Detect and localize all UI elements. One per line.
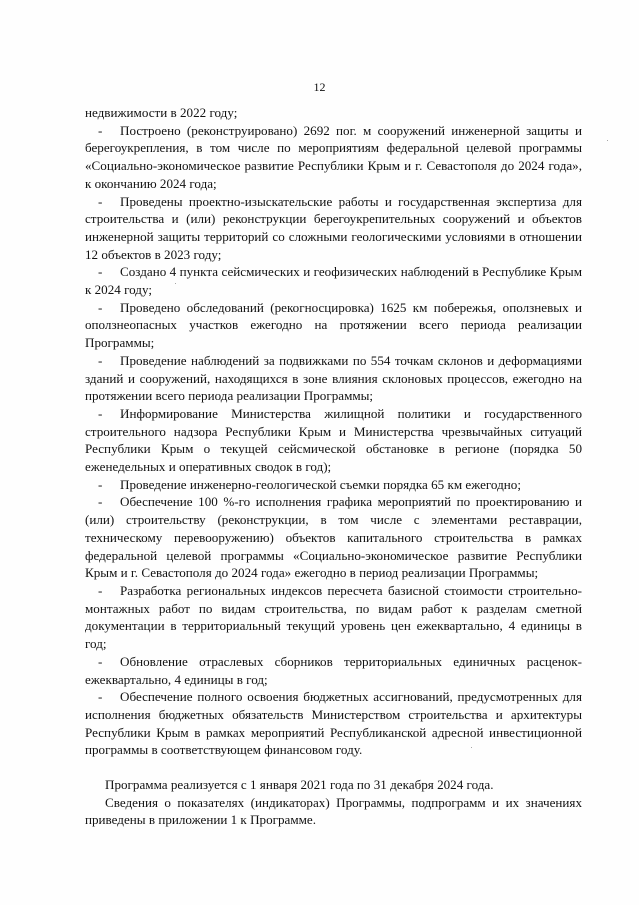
item-dash: - xyxy=(98,582,103,598)
item-text: недвижимости в 2022 году; xyxy=(85,105,238,120)
list-item xyxy=(85,582,582,653)
item-text: Построено (реконструировано) 2692 пог. м сооружений инженерной защиты и берегоукрепления, в том числе по мероприятиям федеральной целевой программы «Социально-экономическое развитие Республики Крым и г. Севастополя до 2024 года», к окончанию 2024 года; xyxy=(85,122,582,191)
item-dash: - xyxy=(98,476,103,492)
item-text: Проведено обследований (рекогносцировка) 1625 км побережья, оползневых и оползнеопасных участков ежегодно на протяжении всего периода реализации Программы; xyxy=(85,299,582,351)
list-item xyxy=(85,263,582,298)
item-text: Информирование Министерства жилищной политики и государственного строительного надзора Республики Крым и Министерства чрезвычайных ситуаций Республики Крым о текущей сейсмической обстановке в регионе (порядка 50 еженедельных и оперативных сводок в год); xyxy=(85,405,582,475)
summary-paragraph-period: Программа реализуется с 1 января 2021 года по 31 декабря 2024 года. xyxy=(105,777,494,793)
item-text: Проведены проектно-изыскательские работы и государственная экспертиза для строительства и (или) реконструкции берегоукрепительных сооружений и объектов инженерной защиты территорий со сложными геологическими условиями в отношении 12 объектов в 2023 году; xyxy=(85,193,582,262)
document-body xyxy=(85,104,582,829)
item-text: Обновление отраслевых сборников территориальных единичных расценок-ежеквартально, 4 единицы в год; xyxy=(85,653,582,687)
list-item xyxy=(85,299,582,352)
list-item xyxy=(85,476,582,494)
list-item xyxy=(85,405,582,476)
item-dash: - xyxy=(98,494,103,510)
item-dash: - xyxy=(98,653,103,669)
item-dash: - xyxy=(98,122,103,138)
list-item xyxy=(85,688,582,759)
item-text: Проведение наблюдений за подвижками по 554 точкам склонов и деформациями зданий и сооружений, находящихся в зоне влияния склоновых процессов, ежегодно на протяжении всего периода реализации Программы; xyxy=(85,352,582,404)
page-number: 12 xyxy=(313,80,326,94)
list-item xyxy=(85,104,582,122)
item-text: Обеспечение полного освоения бюджетных ассигнований, предусмотренных для исполнения бюджетных обязательств Министерством строительства и архитектуры Республики Крым в рамках мероприятий Республиканской адресной инвестиционной программы в соответствующем финансовом году. xyxy=(85,689,582,758)
item-dash: - xyxy=(98,689,103,705)
item-dash: - xyxy=(98,352,103,368)
item-text: Разработка региональных индексов пересчета базисной стоимости строительно-монтажных работ по видам строительства, по видам работ к разделам сметной документации в территориальный текущий уровень цен ежеквартально, 4 единицы в год; xyxy=(85,582,582,652)
list-item xyxy=(85,653,582,688)
item-dash: - xyxy=(98,405,103,421)
item-dash: - xyxy=(98,193,103,209)
list-item xyxy=(85,122,582,193)
scan-speck xyxy=(607,140,608,141)
scan-speck xyxy=(471,747,472,748)
list-item xyxy=(85,352,582,405)
scan-speck xyxy=(175,283,176,284)
list-item xyxy=(85,493,582,582)
item-dash: - xyxy=(98,299,103,315)
item-dash: - xyxy=(98,264,103,280)
item-text: Проведение инженерно-геологической съемки порядка 65 км ежегодно; xyxy=(120,476,521,492)
summary-paragraph-indicators: Сведения о показателях (индикаторах) Программы, подпрограмм и их значениях приведены в приложении 1 к Программе. xyxy=(85,794,582,828)
item-text: Обеспечение 100 %-го исполнения графика мероприятий по проектированию и (или) строительству (реконструкции, в том числе с элементами реставрации, техническому перевооружению) объектов капитального строительства в рамках федеральной целевой программы «Социально-экономическое развитие Республики Крым и г. Севастополя до 2024 года» ежегодно в период реализации Программы; xyxy=(85,494,582,581)
paragraph-gap xyxy=(85,759,582,776)
list-item xyxy=(85,193,582,264)
item-text: Создано 4 пункта сейсмических и геофизических наблюдений в Республике Крым к 2024 году; xyxy=(85,264,582,298)
